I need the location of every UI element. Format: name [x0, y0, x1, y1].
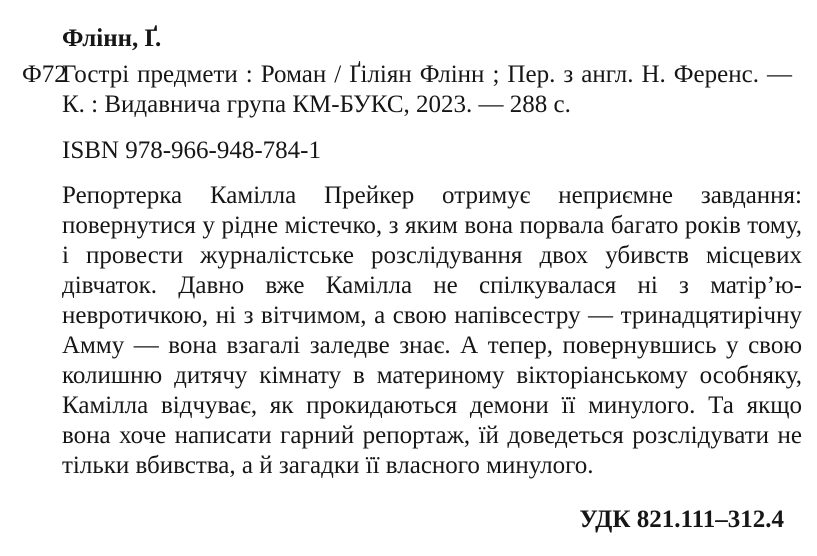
index-code: Ф72 [22, 61, 67, 88]
udk-code: УДК 821.111–312.4 [579, 506, 784, 533]
author-heading: Флінн, Ґ. [62, 25, 162, 52]
isbn: ISBN 978-966-948-784-1 [62, 137, 322, 164]
annotation-text: Репортерка Камілла Прейкер отримує неприємне завдання: повернутися у рідне містечко, з яким вона порвала багато років тому, і провести журналістське розслідування двох убивств місцевих дівчаток. Давно вже Камілла не спілкувалася ні з матір’ю-невротичкою, ні з вітчимом, а свою напівсестру — тринадцятирічну Амму — вона взагалі заледве знає. А тепер, повернувшись у свою колишню дитячу кімнату в материному вікторіанському особняку, Камілла відчуває, як прокидаються демони її минулого. Та якщо вона хоче написати гарний репортаж, їй доведеться розслідувати не тільки вбивства, а й загадки її власного минулого. [62, 182, 802, 479]
bibliographic-entry: Гострі предмети : Роман / Ґіліян Флінн ; Пер. з англ. Н. Ференс. — К. : Видавнича група КМ-БУКС, 2023. — 288 с. [62, 61, 792, 118]
